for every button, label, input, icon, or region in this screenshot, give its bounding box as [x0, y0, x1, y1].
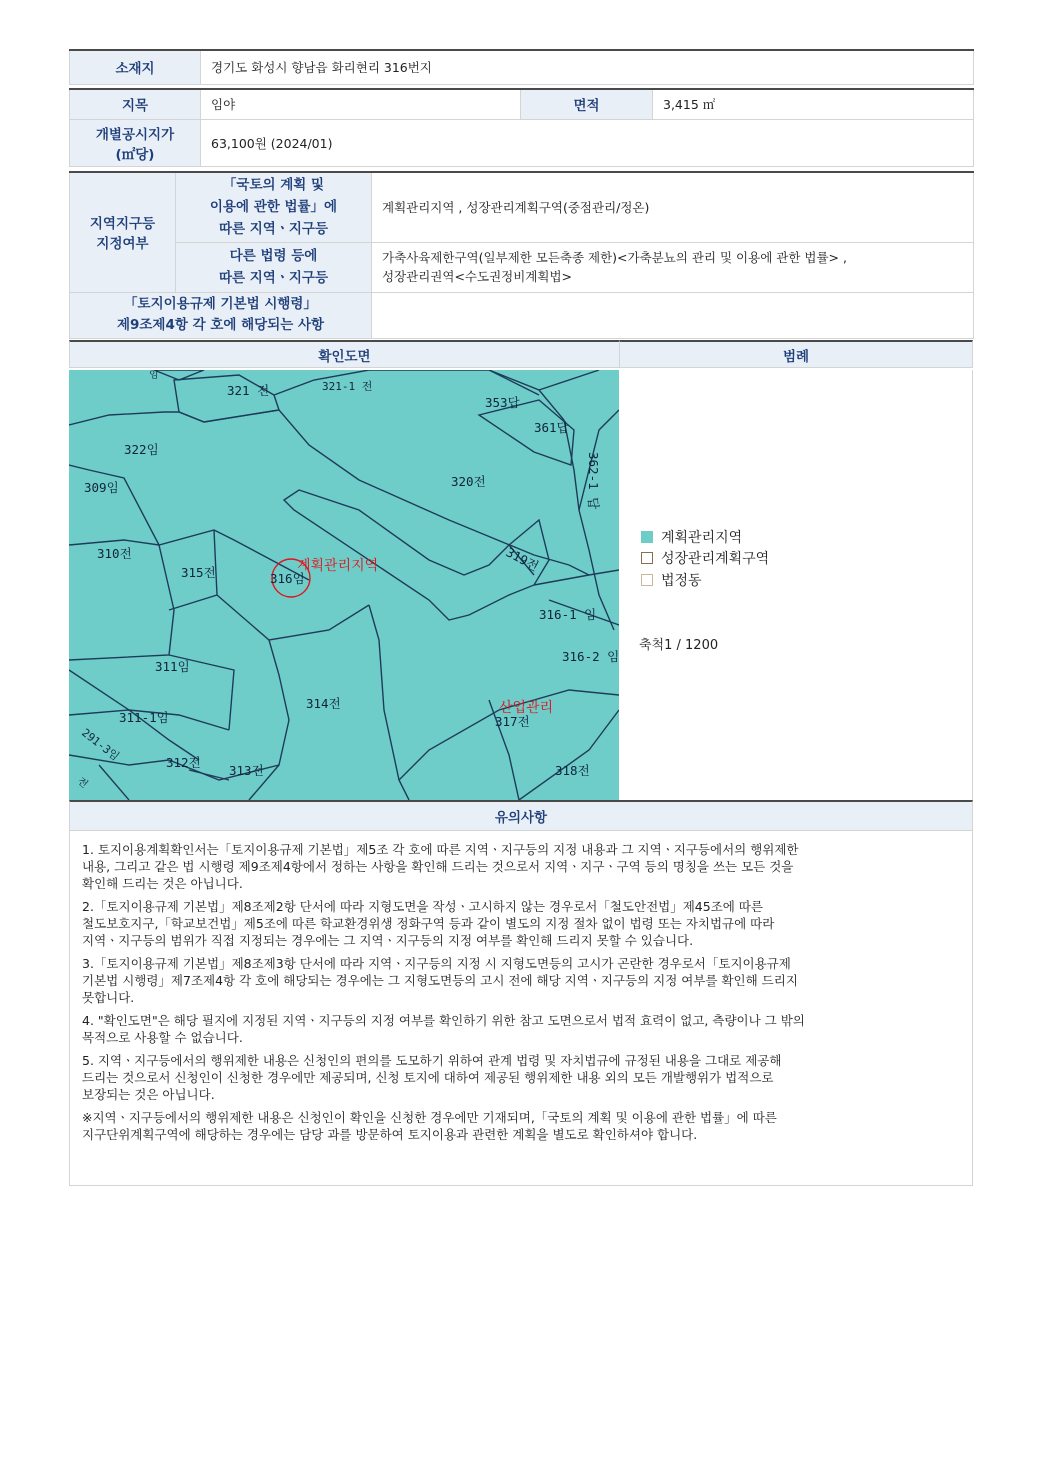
- jimok-label: 지목: [70, 89, 201, 120]
- land-use-confirmation-sheet: [69, 49, 973, 339]
- lot-label: 318전: [555, 763, 590, 778]
- land-info-table: [69, 49, 974, 167]
- legend-swatch: [641, 531, 653, 543]
- lot-label: 314전: [306, 696, 341, 711]
- jimok-value: 임야: [201, 89, 521, 120]
- decree-label: 「토지이용규제 기본법 시행령」 제9조제4항 각 호에 해당되는 사항: [70, 292, 372, 338]
- note-4: 4. "확인도면"은 해당 필지에 지정된 지역ㆍ지구등의 지정 여부를 확인하기 위한 참고 도면으로서 법적 효력이 없고, 측량이나 그 밖의 목적으로 사용할 수 없습니다.: [82, 1013, 805, 1045]
- lot-label: 315전: [181, 565, 216, 580]
- location-value: 경기도 화성시 향남읍 화리현리 316번지: [201, 50, 974, 84]
- notes-body: [70, 831, 972, 1143]
- map-section: [69, 340, 973, 800]
- zoning-table: [69, 171, 974, 339]
- map-header: 확인도면: [69, 340, 619, 368]
- zone-label-industrial: 산업관리: [499, 700, 554, 716]
- price-label: 개별공시지가 (㎡당): [70, 120, 201, 167]
- lot-label: 313전: [229, 763, 264, 778]
- lot-label: 임: [149, 370, 159, 381]
- price-value: 63,100원 (2024/01): [201, 120, 974, 167]
- lot-label: 319전: [503, 544, 542, 574]
- notes-header: 유의사항: [70, 802, 972, 831]
- legend-item-dong: 법정동: [641, 570, 702, 590]
- other-law-label: 다른 법령 등에 따른 지역ㆍ지구등: [176, 242, 372, 292]
- legend-item-growth: 성장관리계획구역: [641, 548, 769, 568]
- legend-panel: [619, 370, 973, 800]
- lot-label: 291-3임: [79, 726, 122, 764]
- note-2: 2.「토지이용규제 기본법」제8조제2항 단서에 따라 지형도면을 작성ㆍ고시하지 않는 경우로서「철도안전법」제45조에 따른 철도보호지구,「학교보건법」제5조에 따른 학교환경위생 정화구역 등과 같이 별도의 지정 절차 없이 법령 또는 자치법규에 따라 지역ㆍ지구등의 범위가 직접 지정되는 경우에는 그 지역ㆍ지구등의 지정 여부를 확인해 드리지 못할 수 있습니다.: [82, 899, 775, 948]
- lot-label: 320전: [451, 474, 486, 489]
- national-law-value: 계획관리지역 , 성장관리계획구역(중점관리/정온): [372, 172, 974, 242]
- lot-label: 321-1 전: [322, 380, 373, 393]
- location-label: 소재지: [70, 50, 201, 84]
- cadastral-map: [69, 370, 619, 800]
- legend-swatch: [641, 552, 653, 564]
- lot-label: 362-1 답: [586, 452, 601, 510]
- legend-swatch: [641, 574, 653, 586]
- area-value: 3,415 ㎡: [653, 89, 974, 120]
- lot-label: 316임: [270, 571, 305, 586]
- lot-label: 353답: [485, 395, 520, 410]
- zone-label-planned: 계획관리지역: [297, 558, 379, 574]
- note-3: 3.「토지이용규제 기본법」제8조제3항 단서에 따라 지역ㆍ지구등의 지정 시 지형도면등의 고시가 곤란한 경우로서「토지이용규제 기본법 시행령」제7조제4항 각 호에 해당되는 경우에는 그 지형도면등의 고시 전에 해당 지역ㆍ지구등의 지정 여부를 확인해 드리지 못합니다.: [82, 956, 798, 1005]
- national-law-label: 「국토의 계획 및 이용에 관한 법률」에 따른 지역ㆍ지구등: [176, 172, 372, 242]
- note-5: 5. 지역ㆍ지구등에서의 행위제한 내용은 신청인의 편의를 도모하기 위하여 관계 법령 및 자치법규에 규정된 내용을 그대로 제공해 드리는 것으로서 신청인이 신청한 경우에만 제공되며, 신청 토지에 대하여 제공된 행위제한 내용 외의 모든 개발행위가 법적으로 보장되는 것은 아닙니다.: [82, 1053, 782, 1102]
- lot-label: 361답: [534, 420, 569, 435]
- lot-label: 311-1임: [119, 710, 169, 725]
- area-label: 면적: [521, 89, 653, 120]
- zoning-group-label: 지역지구등 지정여부: [70, 172, 176, 292]
- lot-label: 전: [75, 775, 90, 791]
- lot-label: 309임: [84, 480, 119, 495]
- other-law-value: 가축사육제한구역(일부제한 모든축종 제한)<가축분뇨의 관리 및 이용에 관한 법률> , 성장관리권역<수도권정비계획법>: [372, 242, 974, 292]
- note-6: ※지역ㆍ지구등에서의 행위제한 내용은 신청인이 확인을 신청한 경우에만 기재되며,「국토의 계획 및 이용에 관한 법률」에 따른 지구단위계획구역에 해당하는 경우에는 담당 과를 방문하여 토지이용과 관련한 계획을 별도로 확인하셔야 합니다.: [82, 1110, 777, 1142]
- lot-label: 322임: [124, 442, 159, 457]
- lot-label: 311임: [155, 659, 190, 674]
- map-scale: 축척1 / 1200: [639, 638, 719, 653]
- lot-label: 316-2 임: [562, 649, 619, 664]
- lot-label: 321 전: [227, 383, 270, 398]
- note-1: 1. 토지이용계획확인서는「토지이용규제 기본법」제5조 각 호에 따른 지역ㆍ지구등의 지정 내용과 그 지역ㆍ지구등에서의 행위제한 내용, 그리고 같은 법 시행령 제9조제4항에서 정하는 사항을 확인해 드리는 것으로서 지역ㆍ지구ㆍ구역 등의 명칭을 쓰는 모든 것을 확인해 드리는 것은 아닙니다.: [82, 842, 799, 891]
- legend-item-planned: 계획관리지역: [641, 527, 742, 547]
- lot-label: 317전: [495, 714, 530, 729]
- lot-label: 316-1 임: [539, 607, 597, 622]
- legend-header: 범례: [619, 340, 973, 368]
- lot-label: 312전: [166, 755, 201, 770]
- decree-value: [372, 292, 974, 338]
- notes-section: [69, 800, 973, 1186]
- lot-label: 310전: [97, 546, 132, 561]
